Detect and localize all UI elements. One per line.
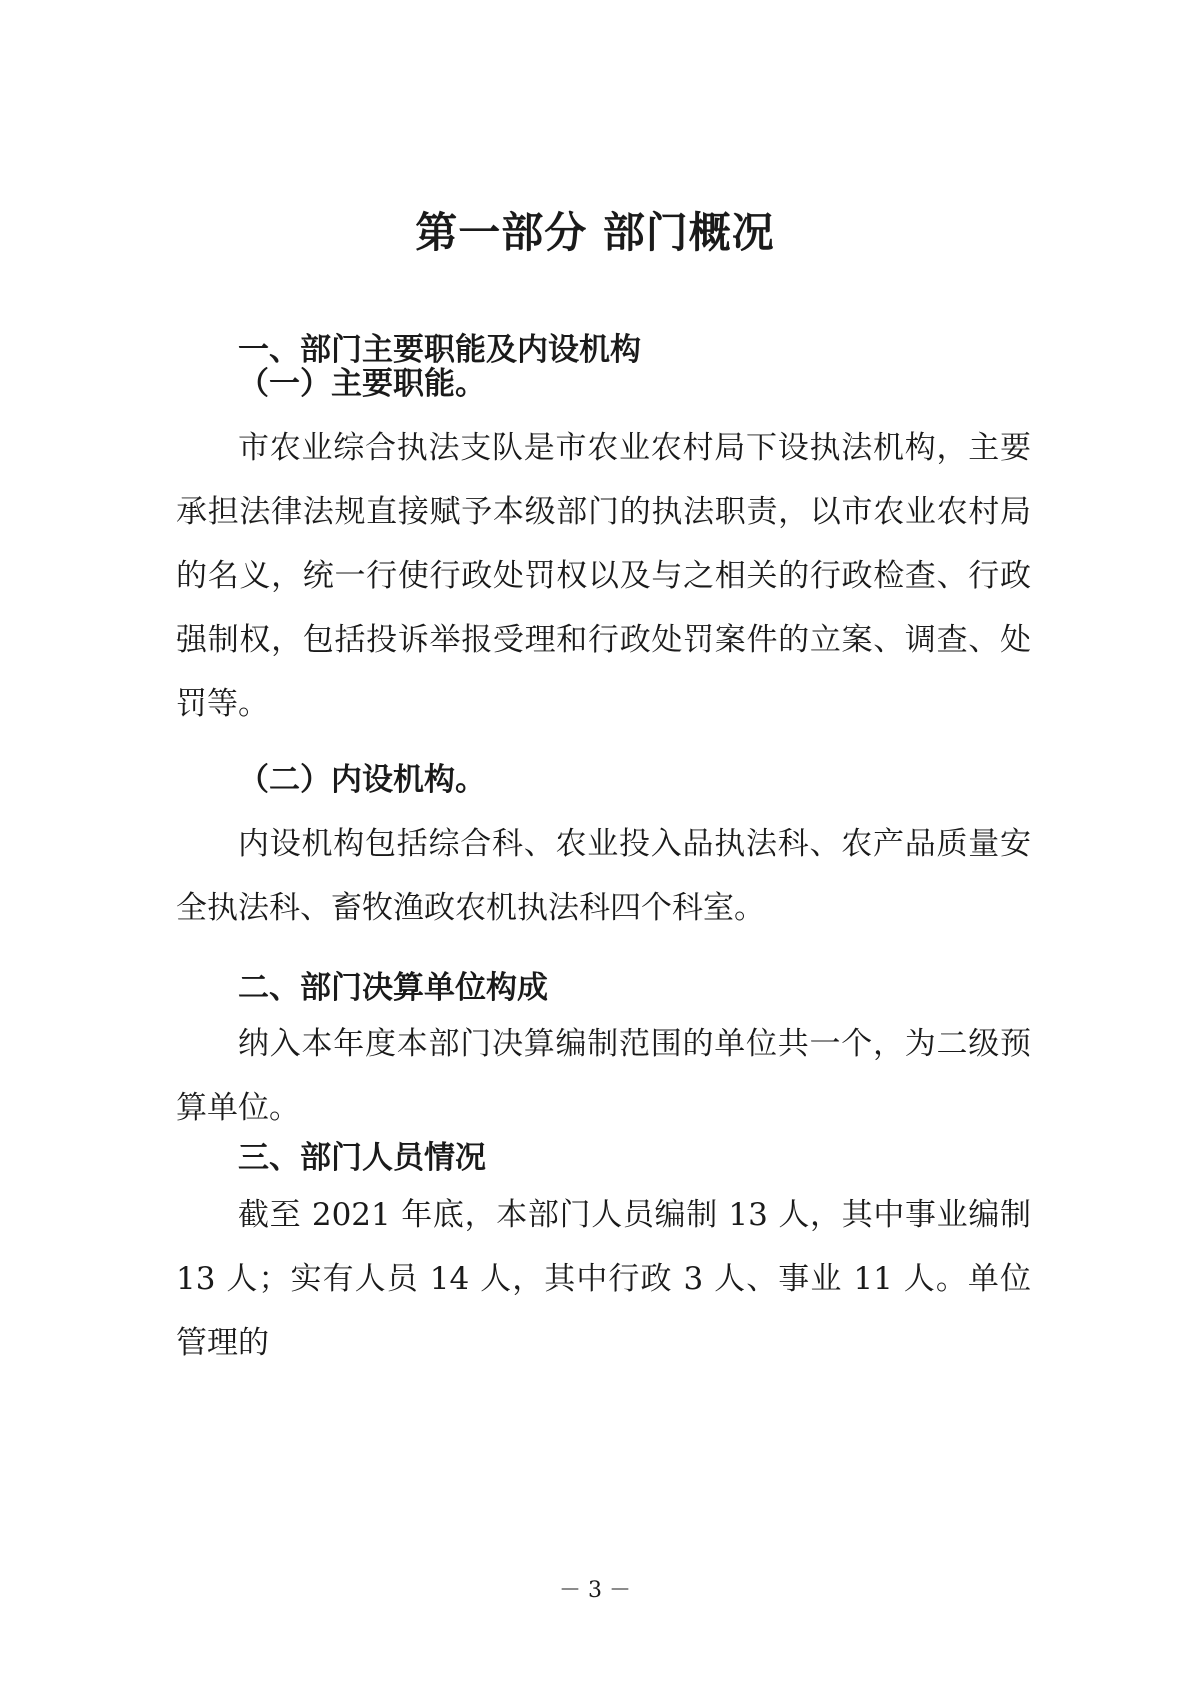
paragraph-main-functions: 市农业综合执法支队是市农业农村局下设执法机构，主要承担法律法规直接赋予本级部门的执法职责，以市农业农村局的名义，统一行使行政处罚权以及与之相关的行政检查、行政强制权，包括投诉举报受理和行政处罚案件的立案、调查、处罚等。 [176, 430, 1031, 722]
paragraph-unit-composition: 纳入本年度本部门决算编制范围的单位共一个，为二级预算单位。 [176, 1026, 1031, 1126]
section-heading-staffing: 三、部门人员情况 [238, 1140, 486, 1176]
section-heading-functions: 一、部门主要职能及内设机构 [238, 332, 641, 368]
paragraph-staffing: 截至 2021 年底，本部门人员编制 13 人，其中事业编制 13 人；实有人员 14 人，其中行政 3 人、事业 11 人。单位管理的 [176, 1197, 1031, 1361]
page-title: 第一部分 部门概况 [415, 208, 775, 257]
subsection-heading-main-functions: （一）主要职能。 [238, 366, 486, 402]
subsection-heading-internal-units: （二）内设机构。 [238, 762, 486, 798]
section-heading-unit-composition: 二、部门决算单位构成 [238, 970, 548, 1006]
page-number: － 3 － [559, 1578, 631, 1603]
paragraph-internal-units: 内设机构包括综合科、农业投入品执法科、农产品质量安全执法科、畜牧渔政农机执法科四个科室。 [176, 826, 1031, 926]
